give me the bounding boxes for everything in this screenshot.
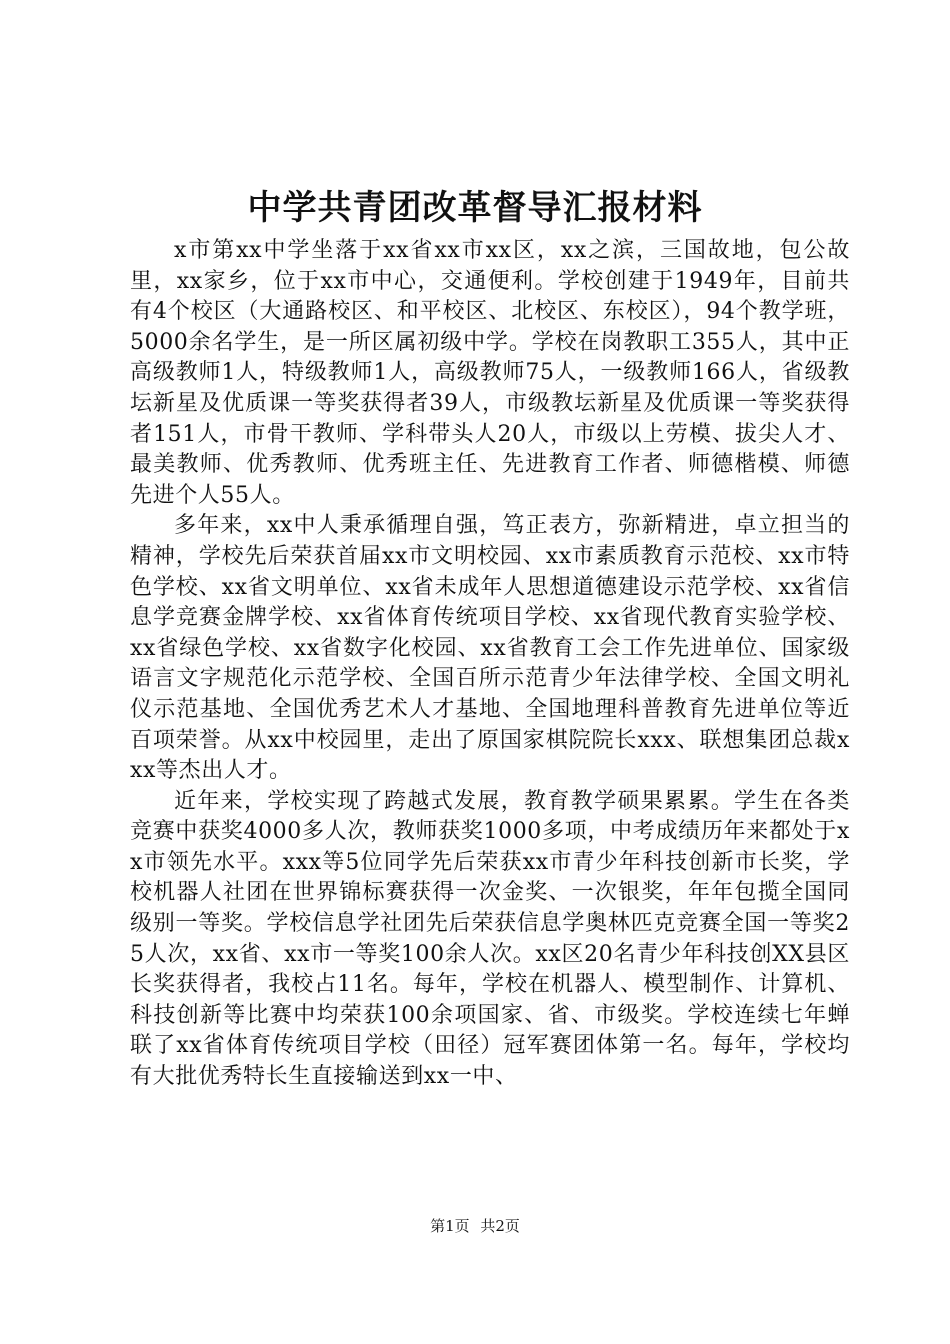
paragraph-school-overview: x市第xx中学坐落于xx省xx市xx区，xx之滨，三国故地，包公故里，xx家乡，位于xx市中心，交通便利。学校创建于1949年，目前共有4个校区（大通路校区、和平校区、北校区、东校区），94个教学班，5000余名学生，是一所区属初级中学。学校在岗教职工355人，其中正高级教师1人，特级教师1人，高级教师75人，一级教师166人，省级教坛新星及优质课一等奖获得者39人，市级教坛新星及优质课一等奖获得者151人，市骨干教师、学科带头人20人，市级以上劳模、拔尖人才、最美教师、优秀教师、优秀班主任、先进教育工作者、师德楷模、师德先进个人55人。 [130,238,850,508]
document-title: 中学共青团改革督导汇报材料 [247,188,703,228]
document-body [130,236,850,1093]
paragraph-honors: 多年来，xx中人秉承循理自强，笃正表方，弥新精进，卓立担当的精神，学校先后荣获首届xx市文明校园、xx市素质教育示范校、xx市特色学校、xx省文明单位、xx省未成年人思想道德建设示范学校、xx省信息学竞赛金牌学校、xx省体育传统项目学校、xx省现代教育实验学校、xx省绿色学校、xx省数字化校园、xx省教育工会工作先进单位、国家级语言文字规范化示范学校、全国百所示范青少年法律学校、全国文明礼仪示范基地、全国优秀艺术人才基地、全国地理科普教育先进单位等近百项荣誉。从xx中校园里，走出了原国家棋院院长xxx、联想集团总裁xxx等杰出人才。 [130,513,850,784]
paragraph-achievements: 近年来，学校实现了跨越式发展，教育教学硕果累累。学生在各类竞赛中获奖4000多人次，教师获奖1000多项，中考成绩历年来都处于xx市领先水平。xxx等5位同学先后荣获xx市青少年科技创新市长奖，学校机器人社团在世界锦标赛获得一次金奖、一次银奖，年年包揽全国同级别一等奖。学校信息学社团先后荣获信息学奥林匹克竞赛全国一等奖25人次，xx省、xx市一等奖100余人次。xx区20名青少年科技创XX县区长奖获得者，我校占11名。每年，学校在机器人、模型制作、计算机、科技创新等比赛中均荣获100余项国家、省、市级奖。学校连续七年蝉联了xx省体育传统项目学校（田径）冠军赛团体第一名。每年，学校均有大批优秀特长生直接输送到xx一中、 [130,788,850,1090]
page-footer [0,1214,950,1238]
page-number-total: 共2页 [480,1217,520,1235]
page-number-current: 第1页 [430,1217,470,1235]
